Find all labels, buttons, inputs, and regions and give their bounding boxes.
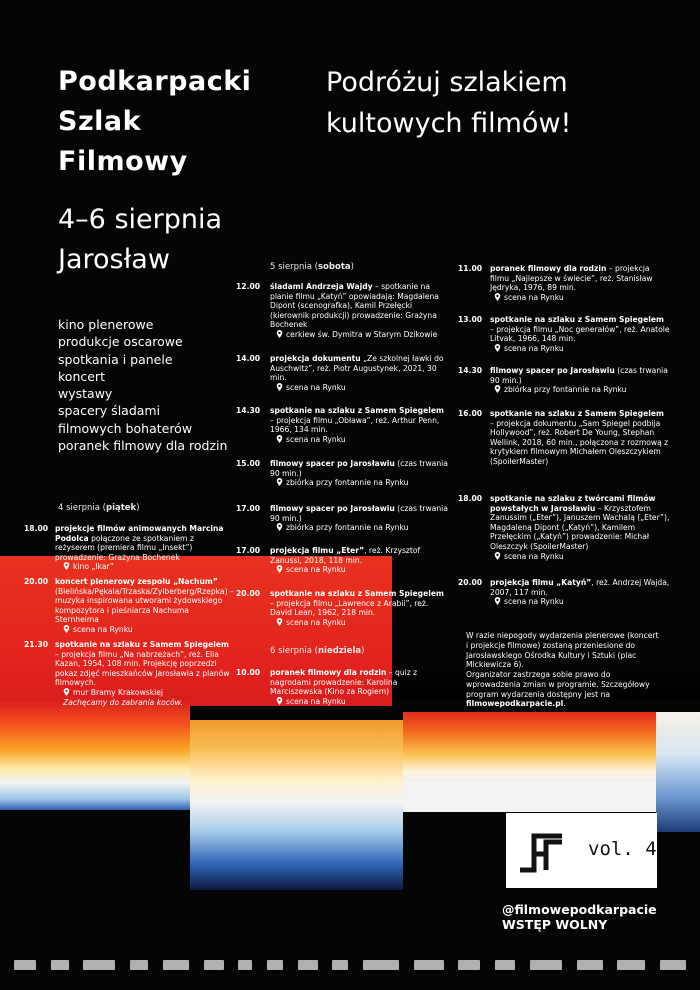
sff-logo-icon	[518, 828, 568, 874]
slogan-line: Podróżuj szlakiem	[326, 67, 568, 98]
edukino-logo-icon	[163, 960, 189, 970]
location-pin-icon	[276, 330, 283, 338]
title-line: Filmowy	[58, 146, 188, 177]
location-pin-icon	[276, 618, 283, 626]
zsp-logo-icon	[267, 960, 283, 970]
event-title: projekcje filmów animowanych Marcina Podolca	[55, 524, 224, 543]
location-pin-icon	[276, 435, 283, 443]
event-desc: – quiz z nagrodami prowadzenie: Karolina Marciszewska (Kino za Rogiem)	[270, 668, 418, 697]
location-pin-icon	[276, 697, 283, 705]
event-desc: , reż. Krzysztof Zanussi, 2018, 118 min.	[270, 546, 421, 565]
event-title: projekcja filmu „Katyń”	[490, 578, 592, 587]
event-venue: scena na Rynku	[504, 597, 564, 607]
event-desc: (czas trwania 90 min.)	[270, 459, 448, 478]
eagle-logo-icon	[238, 960, 252, 970]
spectrum-band-mid	[190, 720, 403, 890]
title-line: Szlak	[58, 106, 142, 137]
location-pin-icon	[276, 565, 283, 573]
event-title: filmowy spacer po Jarosławiu	[270, 504, 395, 513]
event-venue: scena na Rynku	[286, 565, 346, 575]
city-text: Jarosław	[58, 244, 170, 275]
slogan-line: kultowych filmów!	[326, 108, 572, 139]
location-pin-icon	[494, 344, 501, 352]
kresy-logo-icon	[660, 960, 686, 970]
event-time: 15.00	[236, 459, 261, 468]
feature-item: produkcje oscarowe	[58, 334, 183, 350]
location-pin-icon	[494, 552, 501, 560]
event-desc: – projekcja filmu „Najlepsze w świecie”, reż. Stanisław Jędryka, 1976, 89 min.	[490, 264, 653, 293]
event-title: projekcja dokumentu	[270, 354, 361, 363]
event-time: 18.00	[458, 494, 483, 503]
changes-note: Organizator zastrzega sobie prawo do wprowadzenia zmian w programie. Szczegółowy program wydarzenia dostępny jest na filmowepodkarpacie.pl.	[466, 670, 650, 709]
event-desc: – projekcja filmu „Obława”, reż. Arthur Penn, 1966, 134 min.	[270, 415, 440, 435]
spectrum-band-right	[403, 712, 656, 782]
location-pin-icon	[63, 625, 70, 633]
event-title: poranek filmowy dla rodzin	[490, 264, 607, 273]
event-time: 14.00	[236, 354, 261, 363]
event-time: 20.00	[24, 577, 49, 586]
location-pin-icon	[494, 597, 501, 605]
event-venue: scena na Rynku	[286, 617, 346, 627]
podkarpacie-logo-icon	[83, 960, 115, 970]
event-venue: scena na Rynku	[504, 551, 564, 561]
event-time: 14.30	[458, 366, 483, 375]
palace-logo-icon	[130, 960, 148, 970]
cultural-ministry-logo-icon	[363, 960, 399, 970]
event-desc: „Ze szkolnej ławki do Auschwitz”, reż. Piotr Augustynek, 2021, 30 min.	[270, 354, 444, 383]
event-desc: – projekcja dokumentu „Sam Spiegel podbija Hollywood”, reż. Robert De Young, Stephan Wellink, 2018, 60 min., połączona z rozmową z krytykiem filmowym Michałem Oleszczykiem (SpoilerMaster)	[490, 418, 669, 466]
social-handle[interactable]: @filmowepodkarpacie	[502, 902, 657, 917]
event-venue: kino „Ikar”	[73, 562, 114, 572]
features-list	[58, 316, 227, 454]
event-time: 11.00	[458, 264, 483, 273]
event-title: spotkanie na szlaku z Samem Spiegelem	[490, 315, 664, 324]
event-title: spotkanie na szlaku z Samem Spiegelem	[270, 589, 444, 598]
feature-item: filmowych bohaterów	[58, 420, 193, 436]
tvp3-logo-icon	[458, 960, 480, 970]
feature-item: spacery śladami	[58, 403, 161, 419]
feature-item: kino plenerowe	[58, 317, 154, 332]
festival-dates	[58, 200, 222, 280]
event-desc: , reż. Andrzej Wajda, 2007, 117 min.	[490, 578, 670, 597]
location-pin-icon	[63, 688, 70, 696]
event-desc: – projekcja filmu „Lawrence z Arabii”, reż. David Lean, 1962, 218 min.	[270, 598, 429, 618]
event-desc: (czas trwania 90 min.)	[490, 366, 668, 385]
location-pin-icon	[494, 385, 501, 393]
event-venue: mur Bramy Krakowskiej	[73, 687, 164, 697]
media-logo-icon	[414, 960, 444, 970]
feature-item: koncert	[58, 368, 105, 384]
event-time: 13.00	[458, 315, 483, 324]
sff-logo-icon	[332, 960, 348, 970]
event-desc: (czas trwania 90 min.)	[270, 504, 448, 523]
website-link[interactable]: filmowepodkarpacie.pl	[466, 699, 564, 709]
event-time: 12.00	[236, 282, 261, 291]
sponsor-bar	[14, 955, 686, 975]
event-desc: – projekcja filmu „Noc generałów”, reż. Anatole Litvak, 1966, 148 min.	[490, 324, 670, 344]
event-extra: Zachęcamy do zabrania koców.	[63, 697, 183, 707]
event-title: śladami Andrzeja Wajdy	[270, 282, 373, 291]
event-title: spotkanie na szlaku z Samem Spiegelem	[490, 409, 664, 418]
event-title: filmowy spacer po Jarosławiu	[270, 459, 395, 468]
ministry-logo-icon	[204, 960, 224, 970]
event-time: 17.00	[236, 546, 261, 555]
event-desc: – Krzysztofem Zanussim („Eter”), Januszem Wachalą („Eter”), Magdaleną Dipont („Katyń”), Kamilem Przełęckim („Katyń”) prowadzenie: Michał Oleszczyk (SpoilerMaster)	[490, 503, 670, 551]
dates-text: 4–6 sierpnia	[58, 204, 223, 235]
event-title: poranek filmowy dla rodzin	[270, 668, 387, 677]
ekspres-logo-icon	[617, 960, 645, 970]
event-title: koncert plenerowy zespołu „Nachum”	[55, 577, 218, 586]
free-entry-label: WSTĘP WOLNY	[502, 917, 608, 932]
event-time: 14.30	[236, 406, 261, 415]
weather-note: W razie niepogody wydarzenia plenerowe (koncert i projekcje filmowe) zostaną przeniesione do Jarosławskiego Ośrodka Kultury i Sztuki (plac Mickiewicza 6).	[466, 631, 659, 670]
feature-item: wystawy	[58, 386, 113, 402]
spectrum-band-left	[0, 700, 190, 810]
feature-item: poranek filmowy dla rodzin	[58, 438, 228, 454]
event-time: 21.30	[24, 640, 49, 649]
event-time: 10.00	[236, 668, 261, 677]
location-pin-icon	[63, 562, 70, 570]
event-title: spotkanie na szlaku z Samem Spiegelem	[55, 640, 229, 649]
event-venue: scena na Rynku	[504, 343, 564, 353]
event-time: 18.00	[24, 524, 49, 533]
event-venue: scena na Rynku	[286, 696, 346, 706]
day4-heading: 4 sierpnia (piątek)	[58, 503, 140, 513]
event-title: projekcja filmu „Eter”	[270, 546, 365, 555]
podkarpackie-logo-icon	[14, 960, 36, 970]
slogan	[326, 62, 571, 144]
event-desc: – projekcja filmu „Na nabrzeżach”, reż. Elia Kazan, 1954, 108 min. Projekcję poprzedzi pokaz zdjęć mieszkańców Jarosławia z planów filmowych.	[55, 649, 230, 688]
title-line: Podkarpacki	[58, 66, 252, 97]
event-time: 16.00	[458, 409, 483, 418]
spectrum-band-far-right	[656, 712, 700, 832]
day6-heading: 6 sierpnia (niedziela)	[270, 646, 365, 656]
event-venue: scena na Rynku	[73, 624, 133, 634]
location-pin-icon	[494, 293, 501, 301]
event-desc: (Bielińska/Pękala/Trzaska/Zylberberg/Rzepka) – muzyka inspirowana utworami żydowskiego kompozytora i pieśniarza Nachuma Sternheima	[55, 586, 234, 625]
event-desc: połączone ze spotkaniem z reżyserem (premiera filmu „Insekt”) prowadzenie: Grażyna Bochenek	[55, 533, 194, 562]
event-desc: – spotkanie na planie filmu „Katyń” opowiadają: Magdalena Dipont (scenografka), Kamil Przełęcki (kierownik produkcji) prowadzenie: Grażyna Bochenek	[270, 282, 439, 330]
nowiny-logo-icon	[577, 960, 603, 970]
event-venue: scena na Rynku	[504, 292, 564, 302]
location-pin-icon	[276, 523, 283, 531]
event-time: 20.00	[458, 578, 483, 587]
event-title: spotkanie na szlaku z Samem Spiegelem	[270, 406, 444, 415]
shield-logo-icon	[298, 960, 318, 970]
event-venue: zbiórka przy fontannie na Rynku	[286, 478, 409, 488]
festival-title	[58, 62, 251, 182]
event-title: filmowy spacer po Jarosławiu	[490, 366, 615, 375]
event-venue: scena na Rynku	[286, 434, 346, 444]
nowiny24-logo-icon	[530, 960, 562, 970]
event-title: spotkanie na szlaku z twórcami filmów powstałych w Jarosławiu	[490, 494, 656, 513]
day5-heading: 5 sierpnia (sobota)	[270, 262, 354, 272]
volume-label: vol. 4	[588, 838, 657, 860]
location-pin-icon	[276, 478, 283, 486]
gok-logo-icon	[51, 960, 69, 970]
feature-item: spotkania i panele	[58, 351, 173, 367]
event-time: 17.00	[236, 504, 261, 513]
location-pin-icon	[276, 383, 283, 391]
event-venue: cerkiew św. Dymitra w Starym Dzikowie	[286, 329, 438, 339]
white-block	[403, 782, 656, 812]
event-time: 20.00	[236, 589, 261, 598]
partner-logo-icon	[495, 960, 515, 970]
event-venue: scena na Rynku	[286, 382, 346, 392]
event-venue: zbiórka przy fontannie na Rynku	[504, 385, 627, 395]
event-venue: zbiórka przy fontannie na Rynku	[286, 523, 409, 533]
